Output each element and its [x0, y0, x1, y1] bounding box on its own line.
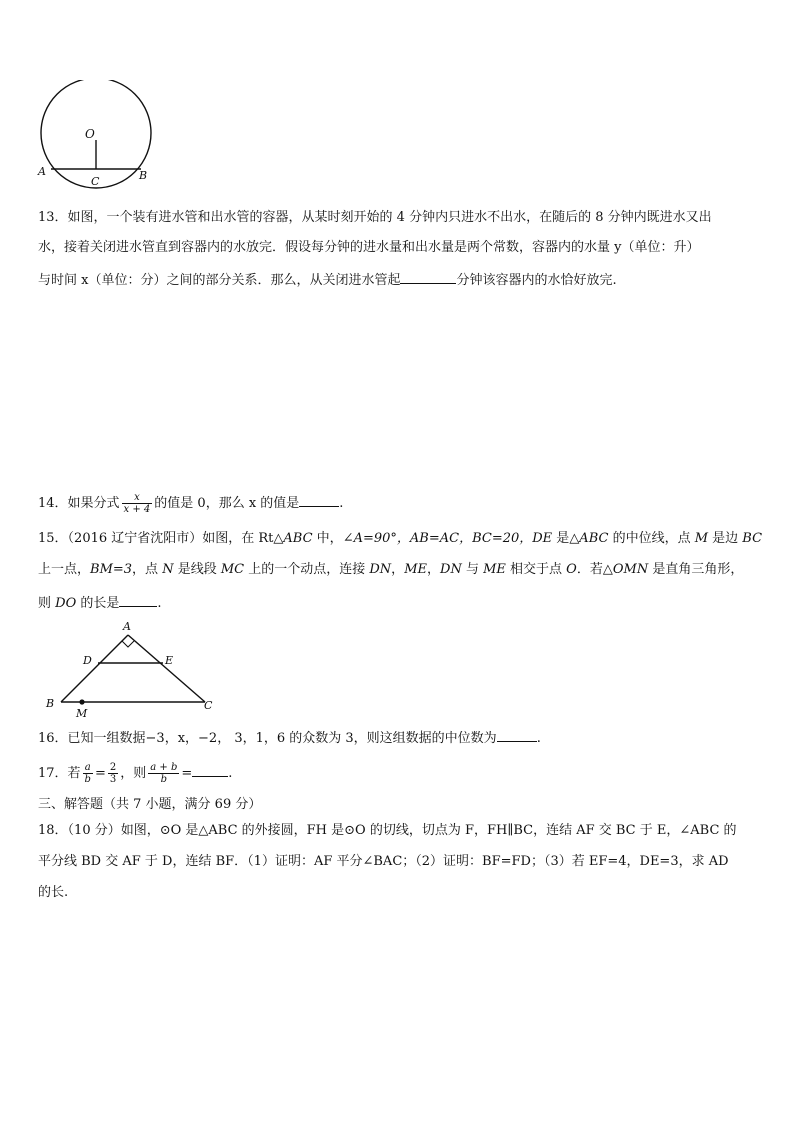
label-o: O	[85, 127, 95, 141]
q14-frac-num: x	[122, 492, 153, 504]
q15-l1c: 中，	[312, 531, 343, 546]
q15-l3c: 的长是	[76, 596, 120, 611]
q13-line3-post: 分钟该容器内的水恰好放完.	[456, 273, 617, 288]
q15-line2	[38, 561, 743, 579]
point-m	[79, 699, 84, 704]
label-c: C	[204, 699, 213, 712]
side-ac	[128, 635, 205, 702]
q15-answer-blank[interactable]	[119, 593, 157, 607]
q17-f1-num: a	[83, 762, 93, 774]
q15-l1h: M	[694, 531, 709, 546]
label-b: B	[139, 169, 148, 182]
q13-answer-blank[interactable]	[400, 270, 456, 284]
q15-l1f: △ABC	[569, 531, 609, 546]
q15-l1d: ∠A=90°，AB=AC，BC=20，DE	[342, 531, 553, 546]
q18-line3: 的长.	[38, 885, 69, 900]
q17-answer-blank[interactable]	[192, 763, 228, 777]
q13-line3-pre: 与时间 x（单位：分）之间的部分关系．那么，从关闭进水管起	[38, 273, 401, 288]
label-a: A	[123, 620, 131, 633]
label-c: C	[91, 175, 100, 188]
q14-answer-blank[interactable]	[299, 493, 339, 507]
q15-l2p: O	[566, 562, 577, 577]
q15-l2n: ME	[483, 562, 506, 577]
q17-f1-den: b	[84, 774, 91, 785]
q17-mid: ，则	[120, 766, 147, 781]
q15-l2e: 是线段	[173, 562, 221, 577]
q14-post: 的值是 0，那么 x 的值是	[154, 496, 300, 511]
q15-l2g: 上的一个动点，连接	[244, 562, 370, 577]
q17-f3-den: b	[160, 774, 167, 785]
label-m: M	[76, 707, 88, 720]
q15-l1i: 是边	[708, 531, 743, 546]
label-a: A	[38, 165, 46, 178]
q13-line3	[38, 270, 617, 290]
q18-line1: 18．（10 分）如图，⊙O 是△ABC 的外接圆，FH 是⊙O 的切线，切点为 F，FH∥BC，连结 AF 交 BC 于 E，∠ABC 的	[38, 823, 737, 838]
q15-l2f: MC	[220, 562, 245, 577]
q15-line1	[38, 530, 762, 548]
q15-l3b: DO	[55, 596, 77, 611]
q17-f2-den: 3	[109, 774, 117, 785]
q15-l2r: △OMN	[602, 562, 649, 577]
q13-line1: 13．如图，一个装有进水管和出水管的容器，从某时刻开始的 4 分钟内只进水不出水，在随后的 8 分钟内既进水又出	[38, 210, 712, 225]
q16-pre: 16．已知一组数据−3，x，−2， 3，1，6 的众数为 3，则这组数据的中位数为	[38, 731, 497, 746]
q16-line	[38, 728, 541, 748]
q16-end: .	[536, 731, 541, 746]
q14-pre: 14．如果分式	[38, 496, 120, 511]
q15-l3a: 则	[38, 596, 56, 611]
q15-l2k: ，	[427, 562, 441, 577]
section-3-heading: 三、解答题（共 7 小题，满分 69 分）	[38, 797, 262, 812]
q15-l2i: ，	[391, 562, 405, 577]
q15-l2o: 相交于点	[505, 562, 567, 577]
q15-l2l: DN	[440, 562, 462, 577]
q17-eq1: =	[94, 766, 106, 781]
q14-frac-den: x + 4	[123, 504, 151, 515]
q15-l2j: ME	[404, 562, 427, 577]
triangle-figure	[40, 618, 220, 722]
right-angle-mark	[122, 641, 134, 647]
q17-line	[38, 760, 232, 788]
q15-line3	[38, 593, 162, 613]
q15-l1a: 15．（2016 辽宁省沈阳市）如图，在 Rt	[38, 531, 274, 546]
q13-line2: 水，接着关闭进水管直到容器内的水放完．假设每分钟的进水量和出水量是两个常数，容器内的水量 y（单位：升）	[38, 240, 700, 255]
q15-l2a: 上一点，	[38, 562, 91, 577]
circle-figure	[30, 80, 160, 190]
q17-f2-num: 2	[109, 762, 117, 773]
q15-l2b: BM=3	[90, 562, 133, 577]
q17-end: .	[228, 766, 233, 781]
q17-eq2: =	[181, 766, 193, 781]
label-e: E	[165, 654, 174, 667]
q15-l1j: BC	[742, 531, 763, 546]
q15-l1g: 的中位线，点	[608, 531, 695, 546]
q15-l2h: DN	[369, 562, 392, 577]
q14-end: .	[339, 496, 344, 511]
q17-pre: 17．若	[38, 766, 81, 781]
q14-line	[38, 490, 343, 518]
q17-frac-apb	[148, 762, 179, 785]
q15-l1e: 是	[552, 531, 570, 546]
q15-l2s: 是直角三角形，	[648, 562, 744, 577]
q14-fraction	[122, 492, 153, 515]
q15-l3d: .	[157, 596, 162, 611]
q17-frac-ab	[83, 762, 93, 785]
q15-l2c: ，点	[132, 562, 163, 577]
side-ab	[61, 635, 128, 702]
label-d: D	[83, 654, 92, 667]
label-b: B	[46, 697, 55, 710]
q17-f3-num: a + b	[150, 762, 178, 773]
q15-l2d: N	[162, 562, 174, 577]
q17-frac-23	[108, 762, 118, 785]
q15-l2m: 与	[461, 562, 484, 577]
q15-l1b: △ABC	[273, 531, 313, 546]
q16-answer-blank[interactable]	[497, 728, 537, 742]
q15-l2q: ．若	[576, 562, 603, 577]
circle-outline	[41, 80, 151, 188]
q18-line2: 平分线 BD 交 AF 于 D，连结 BF．（1）证明：AF 平分∠BAC；（2）证明：BF=FD；（3）若 EF=4，DE=3，求 AD	[38, 854, 729, 869]
